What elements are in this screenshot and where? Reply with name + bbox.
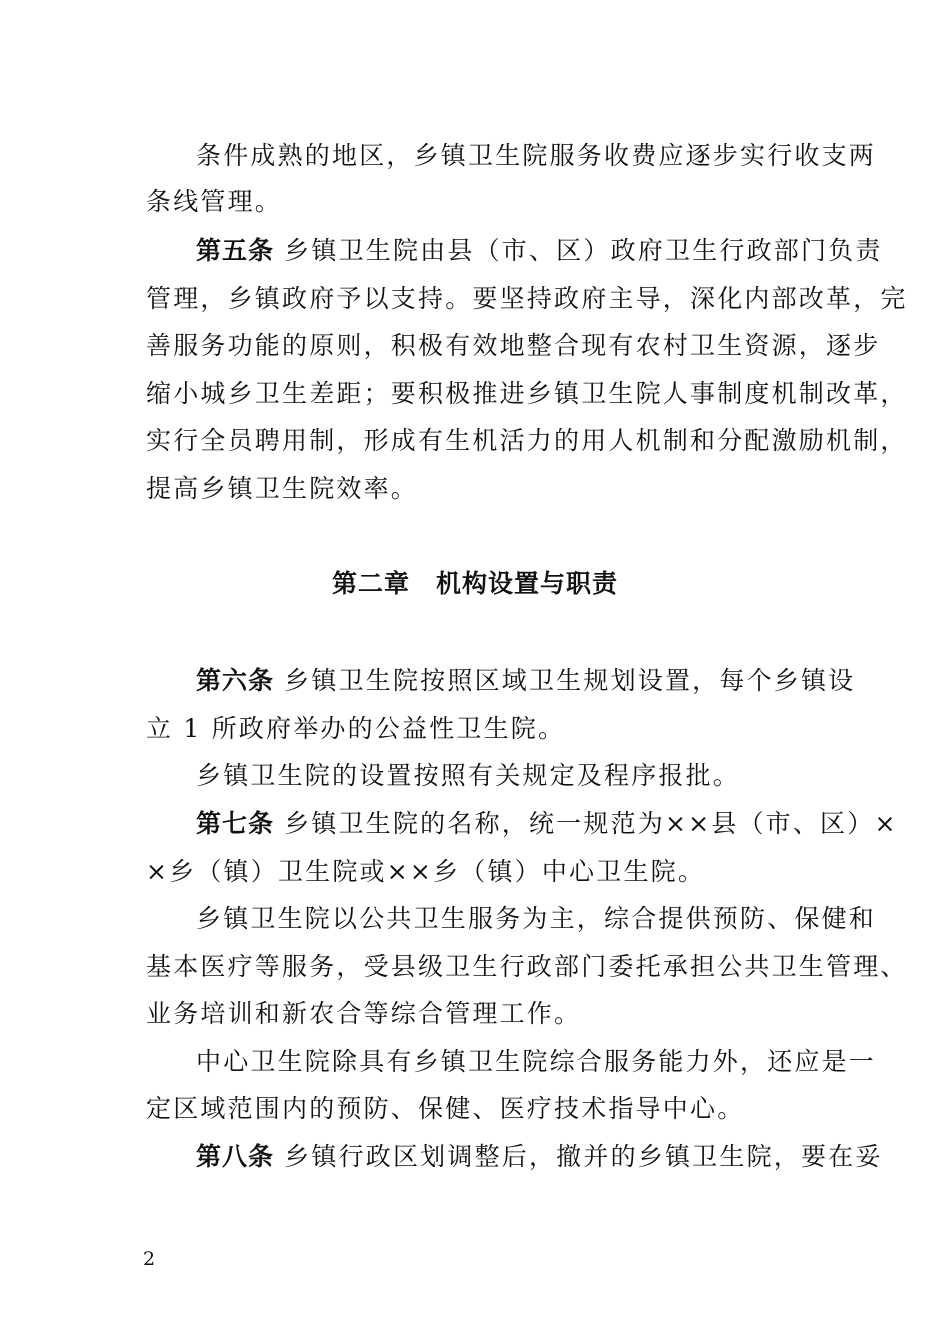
line-text: 立 1 所政府举办的公益性卫生院。 xyxy=(146,714,566,743)
paragraph-line xyxy=(196,903,876,935)
paragraph-line xyxy=(146,186,282,218)
line-text: 善服务功能的原则，积极有效地整合现有农村卫生资源，逐步 xyxy=(146,331,881,360)
paragraph-line xyxy=(146,998,581,1030)
article-5-line xyxy=(196,235,883,267)
article-7-line xyxy=(196,808,898,840)
line-text: 实行全员聘用制，形成有生机活力的用人机制和分配激励机制， xyxy=(146,426,908,455)
paragraph-line xyxy=(146,713,565,745)
line-text: 乡镇卫生院的名称，统一规范为××县（市、区）× xyxy=(274,809,898,838)
line-text: 乡镇卫生院由县（市、区）政府卫生行政部门负责 xyxy=(274,236,883,265)
line-text: 定区域范围内的预防、保健、医疗技术指导中心。 xyxy=(146,1094,745,1123)
paragraph-line xyxy=(146,378,908,410)
line-text: 条线管理。 xyxy=(146,187,283,216)
line-text: 缩小城乡卫生差距；要积极推进乡镇卫生院人事制度机制改革， xyxy=(146,379,908,408)
paragraph-line xyxy=(146,1093,744,1125)
article-heading: 第六条 xyxy=(196,666,275,695)
line-text: 乡镇卫生院的设置按照有关规定及程序报批。 xyxy=(196,761,741,790)
line-text: 基本医疗等服务，受县级卫生行政部门委托承担公共卫生管理、 xyxy=(146,952,908,981)
chapter-title: 第二章 机构设置与职责 xyxy=(331,569,618,598)
paragraph-line xyxy=(146,856,705,888)
paragraph-line xyxy=(146,330,880,362)
line-text: 中心卫生院除具有乡镇卫生院综合服务能力外，还应是一 xyxy=(196,1047,877,1076)
paragraph-line xyxy=(146,283,908,315)
paragraph-line xyxy=(146,425,908,457)
line-text: 业务培训和新农合等综合管理工作。 xyxy=(146,999,582,1028)
line-text: 管理，乡镇政府予以支持。要坚持政府主导，深化内部改革，完 xyxy=(146,284,908,313)
paragraph-line xyxy=(196,140,876,172)
article-heading: 第七条 xyxy=(196,809,275,838)
line-text: 条件成熟的地区，乡镇卫生院服务收费应逐步实行收支两 xyxy=(196,141,877,170)
line-text: 乡镇卫生院以公共卫生服务为主，综合提供预防、保健和 xyxy=(196,904,877,933)
line-text: ×乡（镇）卫生院或××乡（镇）中心卫生院。 xyxy=(146,857,706,886)
line-text: 乡镇卫生院按照区域卫生规划设置，每个乡镇设 xyxy=(274,666,856,695)
article-8-line xyxy=(196,1141,883,1173)
line-text: 乡镇行政区划调整后，撤并的乡镇卫生院，要在妥 xyxy=(274,1142,883,1171)
page-number: 2 xyxy=(143,1248,156,1270)
article-heading: 第五条 xyxy=(196,236,275,265)
article-6-line xyxy=(196,665,855,697)
paragraph-line xyxy=(146,951,908,983)
paragraph-line xyxy=(196,1046,876,1078)
paragraph-line xyxy=(196,760,740,792)
line-text: 提高乡镇卫生院效率。 xyxy=(146,474,419,503)
article-heading: 第八条 xyxy=(196,1142,275,1171)
paragraph-line xyxy=(146,473,418,505)
